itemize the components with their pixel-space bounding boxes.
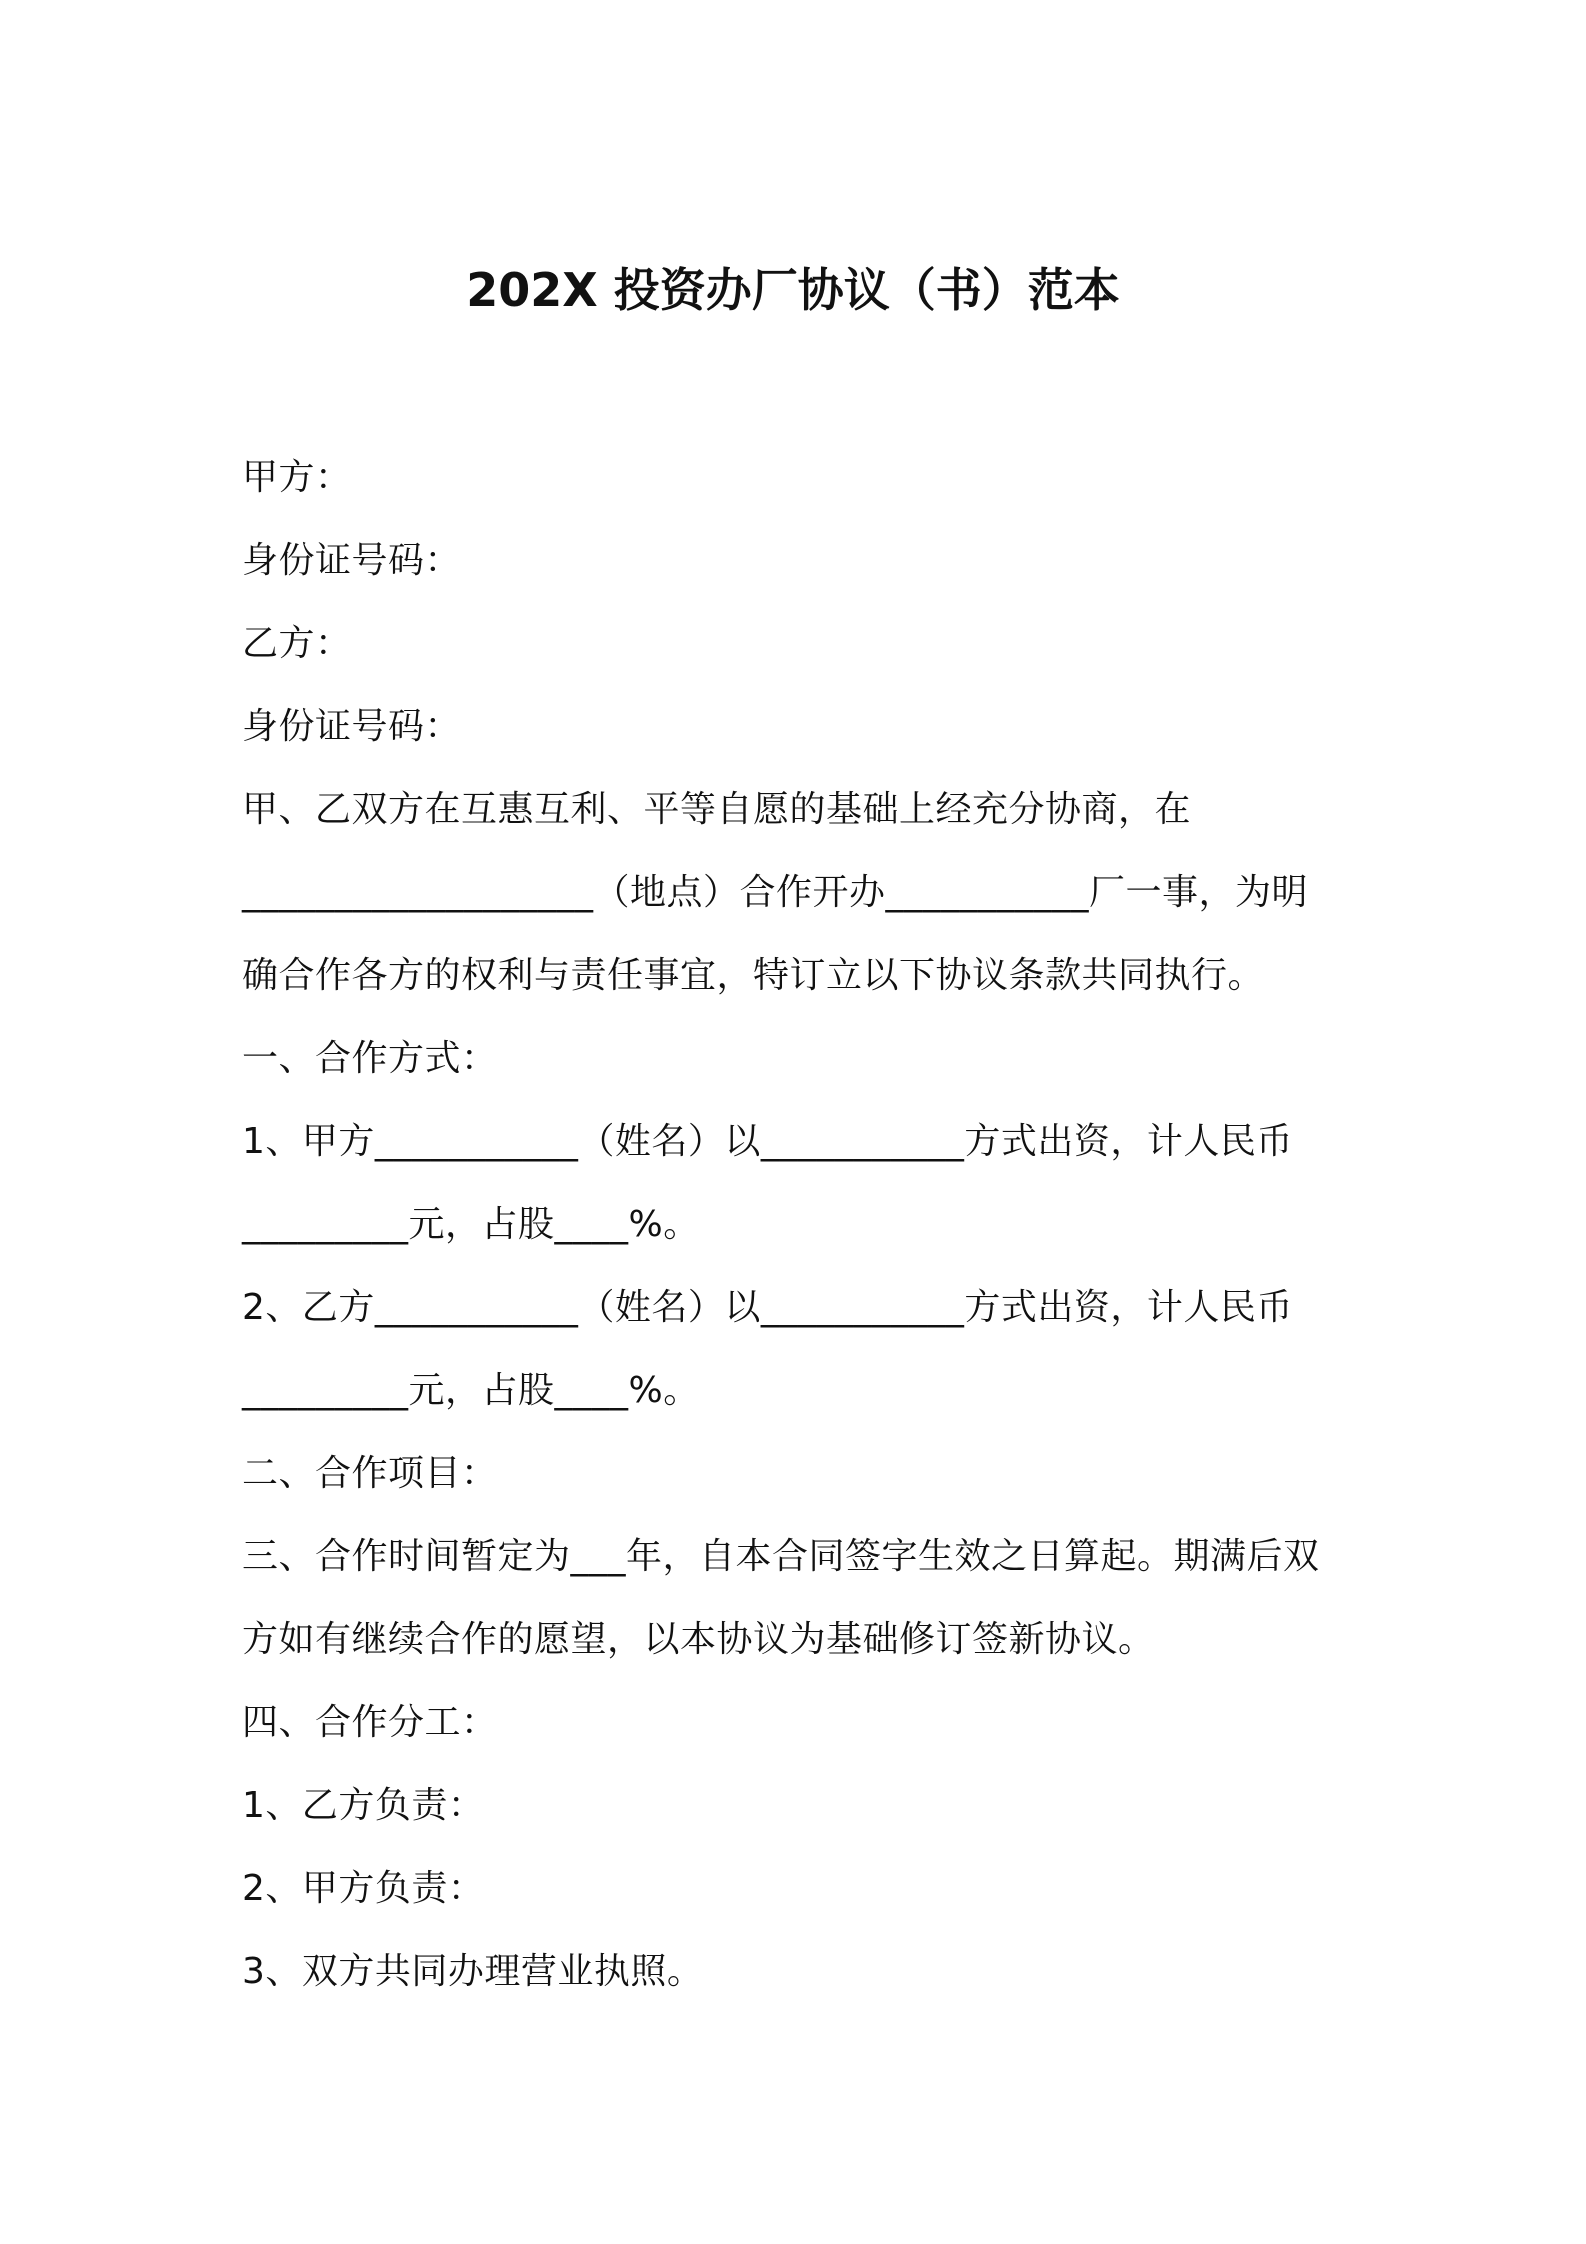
preamble-line-1: 甲、乙双方在互惠互利、平等自愿的基础上经充分协商，在	[242, 789, 1192, 830]
clause-1-1-line-2: _________元，占股____%。	[242, 1204, 700, 1245]
clause-4-1: 1、乙方负责：	[242, 1785, 485, 1826]
section-2-heading: 二、合作项目：	[242, 1453, 498, 1494]
section-1-heading: 一、合作方式：	[242, 1038, 498, 1079]
preamble-line-2: ___________________（地点）合作开办___________厂一事，为明	[242, 872, 1309, 913]
clause-4-3: 3、双方共同办理营业执照。	[242, 1951, 704, 1992]
preamble-line-3: 确合作各方的权利与责任事宜，特订立以下协议条款共同执行。	[242, 955, 1265, 996]
clause-4-2: 2、甲方负责：	[242, 1868, 485, 1909]
section-3-line-2: 方如有继续合作的愿望，以本协议为基础修订签新协议。	[242, 1619, 1155, 1660]
party-a-id-label: 身份证号码：	[242, 540, 462, 581]
clause-1-2-line-1: 2、乙方___________（姓名）以___________方式出资，计人民币	[242, 1287, 1293, 1328]
document-title: 202X 投资办厂协议（书）范本	[466, 263, 1120, 317]
section-4-heading: 四、合作分工：	[242, 1702, 498, 1743]
section-3-line-1: 三、合作时间暂定为___年，自本合同签字生效之日算起。期满后双	[242, 1536, 1320, 1577]
party-b-id-label: 身份证号码：	[242, 706, 462, 747]
document-body	[242, 450, 1382, 2027]
clause-1-1-line-1: 1、甲方___________（姓名）以___________方式出资，计人民币	[242, 1121, 1293, 1162]
clause-1-2-line-2: _________元，占股____%。	[242, 1370, 700, 1411]
party-a-label: 甲方：	[242, 457, 352, 498]
party-b-label: 乙方：	[242, 623, 352, 664]
